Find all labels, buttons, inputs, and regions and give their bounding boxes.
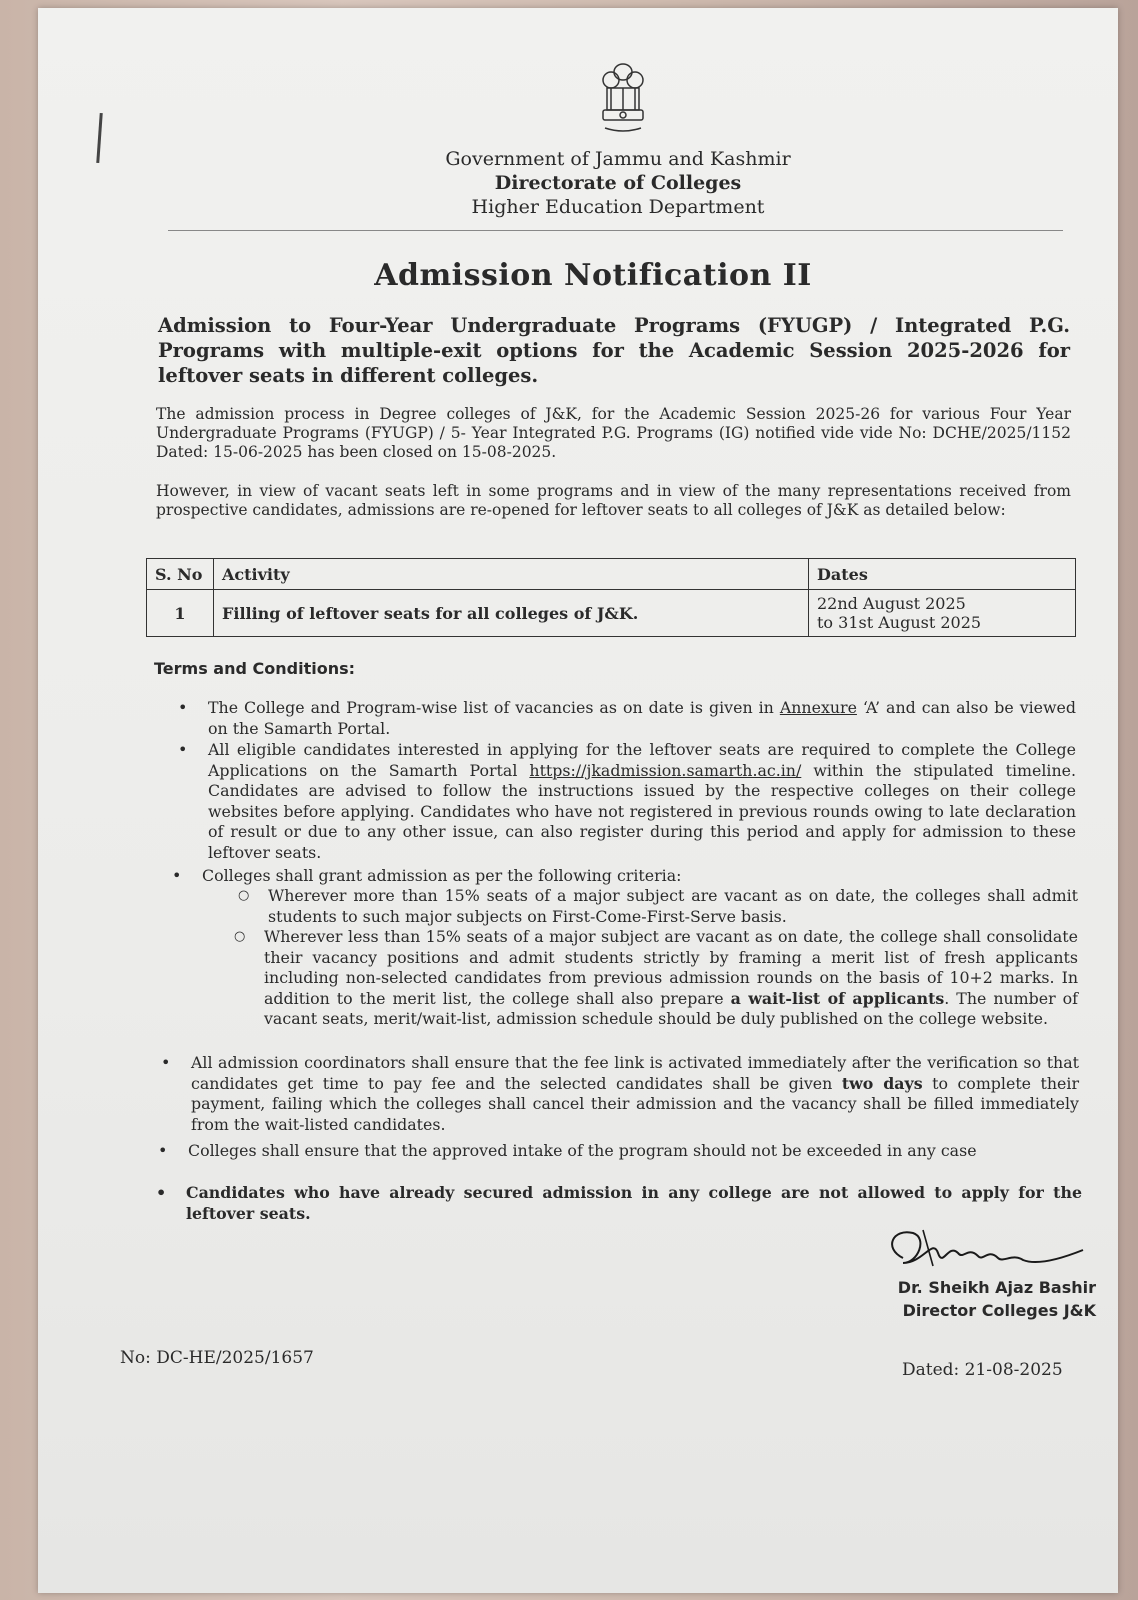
header-sno: S. No: [147, 559, 214, 590]
samarth-portal-link[interactable]: https://jkadmission.samarth.ac.in/: [529, 760, 802, 780]
bullet-icon: •: [178, 740, 188, 759]
criteria-item: ○ Wherever more than 15% seats of a major subject are vacant as on date, the colleges shall admit students to such major subjects on First-Come-First-Serve basis.: [238, 886, 1078, 926]
bullet-icon: •: [158, 1141, 168, 1160]
terms-heading: Terms and Conditions:: [154, 659, 356, 678]
circle-bullet-icon: ○: [238, 888, 250, 903]
issue-date: Dated: 21-08-2025: [902, 1360, 1063, 1380]
term-item: • Colleges shall ensure that the approved intake of the program should not be exceeded in any case: [158, 1141, 977, 1160]
notification-subtitle: Admission to Four-Year Undergraduate Programs (FYUGP) / Integrated P.G. Programs with multiple-exit options for the Academic Session 2025-2026 for leftover seats in different colleges.: [158, 314, 1070, 387]
date-start: 22nd August 2025: [817, 594, 966, 613]
circle-bullet-icon: ○: [234, 929, 246, 944]
cell-dates: [809, 590, 1076, 637]
table-row: [147, 590, 1076, 637]
term-item: • All eligible candidates interested in applying for the leftover seats are required to complete the College Applications on the Samarth Portal https://jkadmission.samarth.ac.in/ within the stipulated timeline. Candidates are advised to follow the instructions issued by the respective colleges on their college websites before applying. Candidates who have not registered in previous rounds owing to late declaration of result or due to any other issue, can also register during this period and apply for admission to these leftover seats.: [178, 740, 1076, 862]
header-department: Higher Education Department: [471, 196, 765, 218]
signatory-name: Dr. Sheikh Ajaz Bashir: [897, 1278, 1096, 1297]
schedule-table: [146, 558, 1076, 637]
state-emblem-icon: [593, 58, 653, 148]
annexure-link[interactable]: Annexure: [779, 698, 857, 717]
intro-paragraph: The admission process in Degree colleges of J&K, for the Academic Session 2025-26 for various Four Year Undergraduate Programs (FYUGP) / 5- Year Integrated P.G. Programs (IG) notified vide vide No: DCHE/2025/1152 Dated: 15-06-2025 has been closed on 15-08-2025.: [156, 405, 1071, 461]
header-government: Government of Jammu and Kashmir: [445, 148, 791, 170]
notification-document: [38, 8, 1118, 1593]
table-header-row: [147, 559, 1076, 590]
reference-number: No: DC-HE/2025/1657: [120, 1348, 314, 1368]
cell-activity: Filling of leftover seats for all colleges of J&K.: [214, 590, 809, 637]
term-item: • All admission coordinators shall ensure that the fee link is activated immediately after the verification so that candidates get time to pay fee and the selected candidates shall be given two days to complete their payment, failing which the colleges shall cancel their admission and the vacancy shall be filled immediately from the wait-listed candidates.: [161, 1053, 1079, 1134]
criteria-item: ○ Wherever less than 15% seats of a major subject are vacant as on date, the college shall consolidate their vacancy positions and admit students strictly by framing a merit list of fresh applicants including non-selected candidates from previous admission rounds on the basis of 10+2 marks. In addition to the merit list, the college shall also prepare a wait-list of applicants. The number of vacant seats, merit/wait-list, admission schedule should be duly published on the college website.: [234, 927, 1078, 1028]
date-end: to 31st August 2025: [817, 613, 982, 632]
header-directorate: Directorate of Colleges: [494, 172, 742, 194]
reopen-paragraph: However, in view of vacant seats left in some programs and in view of the many representations received from prospective candidates, admissions are re-opened for leftover seats to all colleges of J&K as detailed below:: [156, 482, 1071, 519]
bullet-icon: •: [178, 698, 188, 717]
page-title: Admission Notification II: [374, 258, 812, 293]
term-item: • Candidates who have already secured admission in any college are not allowed to apply for the leftover seats.: [156, 1183, 1082, 1223]
bullet-icon: •: [172, 866, 182, 885]
term-item: • The College and Program-wise list of vacancies as on date is given in Annexure ‘A’ and can also be viewed on the Samarth Portal.: [178, 698, 1077, 738]
bullet-icon: •: [156, 1183, 167, 1202]
cell-sno: 1: [147, 590, 214, 637]
header-divider: [168, 230, 1063, 231]
header-dates: Dates: [809, 559, 1076, 590]
term-item: • Colleges shall grant admission as per the following criteria:: [172, 866, 682, 885]
header-activity: Activity: [214, 559, 809, 590]
signatory-block: [866, 1276, 1096, 1322]
signatory-designation: Director Colleges J&K: [902, 1301, 1096, 1320]
bullet-icon: •: [161, 1053, 171, 1072]
